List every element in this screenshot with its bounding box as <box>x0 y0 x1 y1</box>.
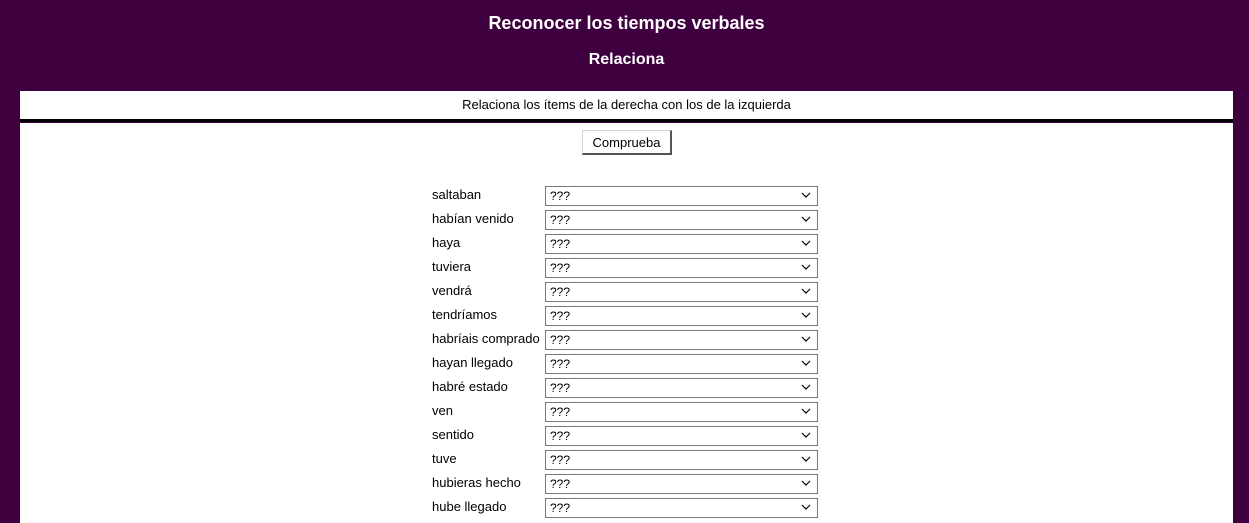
match-item-label: habríais comprado <box>432 331 540 346</box>
page-subtitle: Relaciona <box>588 51 665 68</box>
match-select-value: ??? <box>550 405 571 419</box>
match-select-value: ??? <box>550 333 571 347</box>
match-select[interactable] <box>545 354 818 374</box>
match-select[interactable] <box>545 402 818 422</box>
match-row <box>432 352 832 376</box>
match-item-label: haya <box>432 235 461 250</box>
match-select-value: ??? <box>550 453 571 467</box>
match-select-value: ??? <box>550 501 571 515</box>
match-select-value: ??? <box>550 381 571 395</box>
match-item-label: hubieras hecho <box>432 475 521 490</box>
match-item-label: hayan llegado <box>432 355 513 370</box>
match-select-value: ??? <box>550 309 571 323</box>
instructions-text: Relaciona los ítems de la derecha con los de la izquierda <box>20 91 1233 122</box>
match-select-value: ??? <box>550 189 571 203</box>
match-item-label: habían venido <box>432 211 514 226</box>
page-title: Reconocer los tiempos verbales <box>488 13 765 33</box>
match-select-value: ??? <box>550 357 571 371</box>
match-select[interactable] <box>545 234 818 254</box>
match-row <box>432 304 832 328</box>
match-select[interactable] <box>545 474 818 494</box>
chevron-down-icon <box>801 312 811 319</box>
match-select-value: ??? <box>550 213 571 227</box>
match-select[interactable] <box>545 258 818 278</box>
match-item-label: sentido <box>432 427 474 442</box>
chevron-down-icon <box>801 192 811 199</box>
match-row <box>432 328 832 352</box>
matching-list <box>432 184 832 520</box>
match-select-value: ??? <box>550 237 571 251</box>
match-select-value: ??? <box>550 477 571 491</box>
match-row <box>432 184 832 208</box>
match-row <box>432 472 832 496</box>
match-item-label: hube llegado <box>432 499 507 514</box>
match-row <box>432 280 832 304</box>
chevron-down-icon <box>801 408 811 415</box>
chevron-down-icon <box>801 336 811 343</box>
match-item-label: tuviera <box>432 259 472 274</box>
chevron-down-icon <box>801 456 811 463</box>
chevron-down-icon <box>801 384 811 391</box>
match-select[interactable] <box>545 378 818 398</box>
match-select[interactable] <box>545 426 818 446</box>
match-row <box>432 400 832 424</box>
match-select[interactable] <box>545 450 818 470</box>
match-row <box>432 448 832 472</box>
match-row <box>432 256 832 280</box>
chevron-down-icon <box>801 216 811 223</box>
match-row <box>432 424 832 448</box>
match-row <box>432 496 832 520</box>
match-item-label: tuve <box>432 451 457 466</box>
match-select[interactable] <box>545 306 818 326</box>
match-item-label: ven <box>432 403 453 418</box>
match-item-label: tendríamos <box>432 307 498 322</box>
match-select[interactable] <box>545 330 818 350</box>
chevron-down-icon <box>801 288 811 295</box>
match-select-value: ??? <box>550 429 571 443</box>
chevron-down-icon <box>801 264 811 271</box>
match-row <box>432 376 832 400</box>
check-button[interactable]: Comprueba <box>582 130 672 155</box>
match-item-label: vendrá <box>432 283 472 298</box>
chevron-down-icon <box>801 480 811 487</box>
match-select[interactable] <box>545 186 818 206</box>
match-item-label: saltaban <box>432 187 482 202</box>
chevron-down-icon <box>801 360 811 367</box>
match-select-value: ??? <box>550 261 571 275</box>
match-select-value: ??? <box>550 285 571 299</box>
match-row <box>432 208 832 232</box>
chevron-down-icon <box>801 504 811 511</box>
chevron-down-icon <box>801 432 811 439</box>
match-select[interactable] <box>545 498 818 518</box>
match-item-label: habré estado <box>432 379 508 394</box>
match-select[interactable] <box>545 210 818 230</box>
match-select[interactable] <box>545 282 818 302</box>
chevron-down-icon <box>801 240 811 247</box>
match-row <box>432 232 832 256</box>
